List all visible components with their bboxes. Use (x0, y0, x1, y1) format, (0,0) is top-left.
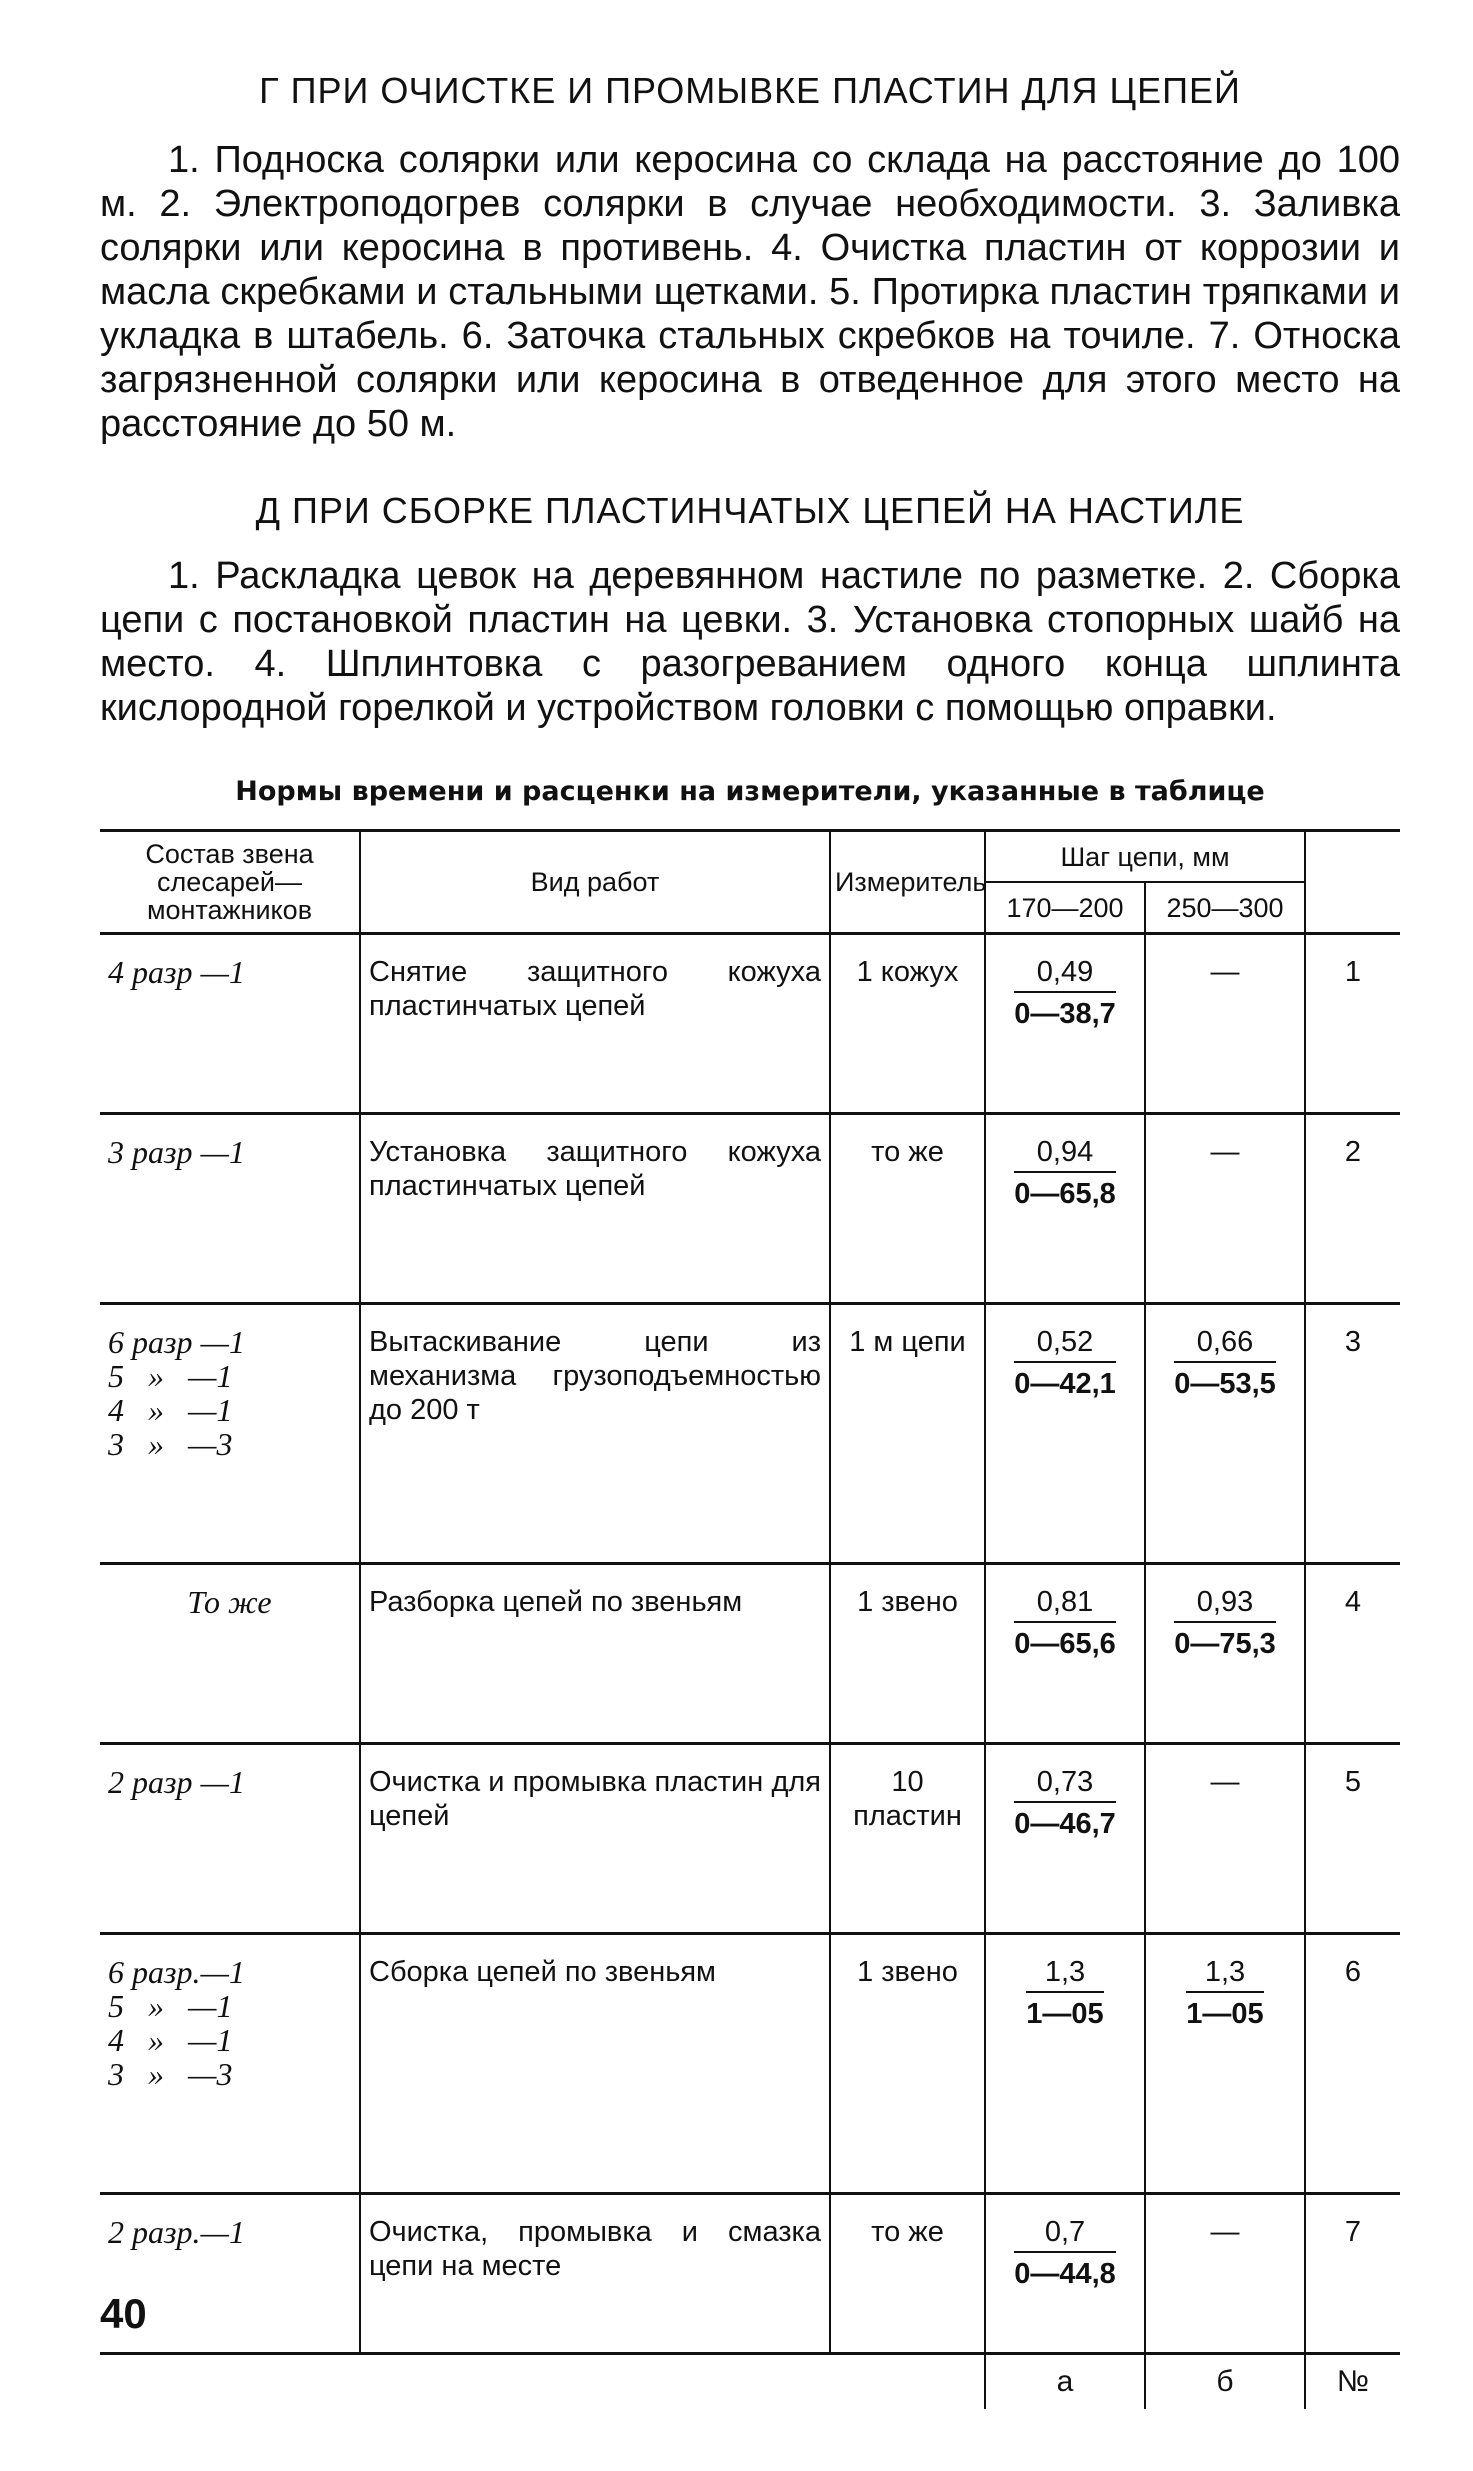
rate-fraction (1014, 1325, 1116, 1401)
pitch-a-cell (985, 1304, 1145, 1564)
section-d-text: 1. Раскладка цевок на деревянном настиле по разметке. 2. Сборка цепи с постановкой пластин на цевки. 3. Установка стопорных шайб на место. 4. Шплинтовка с разогреванием одного конца шплинта кислородной горелкой и устройством головки с помощью оправки. (100, 555, 1400, 729)
row-number: 2 (1305, 1114, 1400, 1304)
section-g-heading: Г ПРИ ОЧИСТКЕ И ПРОМЫВКЕ ПЛАСТИН ДЛЯ ЦЕПЕЙ (259, 70, 1241, 111)
crew-cell: 3 разр —1 (100, 1114, 360, 1304)
work-cell: Вытаскивание цепи из механизма грузоподъемностью до 200 т (360, 1304, 830, 1564)
measure-cell: 1 звено (830, 1564, 985, 1744)
work-cell: Очистка, промывка и смазка цепи на месте (360, 2194, 830, 2354)
table-row (100, 2194, 1400, 2354)
work-cell: Снятие защитного кожуха пластинчатых цепей (360, 934, 830, 1114)
price-rate: 0—53,5 (1174, 1368, 1276, 1400)
pitch-a-cell (985, 2194, 1145, 2354)
time-norm: 0,52 (1014, 1325, 1116, 1363)
time-norm: 0,49 (1014, 955, 1116, 993)
row-number: 4 (1305, 1564, 1400, 1744)
price-rate: 0—75,3 (1174, 1628, 1276, 1660)
price-rate: 1—05 (1186, 1998, 1264, 2030)
footer-num: № (1305, 2355, 1400, 2409)
measure-cell: 1 кожух (830, 934, 985, 1114)
table-row (100, 934, 1400, 1114)
table-row (100, 1304, 1400, 1564)
price-rate: 0—65,8 (1014, 1178, 1116, 1210)
measure-cell: 1 звено (830, 1934, 985, 2194)
rate-fraction (1014, 955, 1116, 1031)
work-cell: Разборка цепей по звеньям (360, 1564, 830, 1744)
pitch-b-cell (1145, 1304, 1305, 1564)
row-number: 5 (1305, 1744, 1400, 1934)
price-rate: 1—05 (1026, 1998, 1104, 2030)
time-norm: 0,93 (1174, 1585, 1276, 1623)
table-caption: Нормы времени и расценки на измерители, указанные в таблице (235, 776, 1265, 807)
table-row (100, 1564, 1400, 1744)
section-g-text: 1. Подноска солярки или керосина со склада на расстояние до 100 м. 2. Электроподогрев солярки в случае необходимости. 3. Заливка солярки или керосина в противень. 4. Очистка пластин от коррозии и масла скребками и стальными щетками. 5. Протирка пластин тряпками и укладка в штабель. 6. Заточка стальных скребков на точиле. 7. Относка загрязненной солярки или керосина в отведенное для этого место на расстояние до 50 м. (100, 139, 1400, 445)
work-cell: Установка защитного кожуха пластинчатых цепей (360, 1114, 830, 1304)
row-number: 3 (1305, 1304, 1400, 1564)
pitch-b-cell (1145, 1114, 1305, 1304)
pitch-a-cell (985, 1564, 1145, 1744)
measure-cell: то же (830, 1114, 985, 1304)
footer-blank (100, 2355, 985, 2409)
price-rate: 0—65,6 (1014, 1628, 1116, 1660)
time-norm: 0,94 (1014, 1135, 1116, 1173)
pitch-a-cell (985, 1114, 1145, 1304)
crew-cell: 2 разр.—1 (100, 2194, 360, 2354)
pitch-a-cell (985, 1934, 1145, 2194)
measure-cell: 1 м цепи (830, 1304, 985, 1564)
empty-dash: — (1210, 1766, 1240, 1798)
time-norm: 0,73 (1014, 1765, 1116, 1803)
header-measure: Измеритель (830, 831, 985, 934)
header-pitch-b: 250—300 (1145, 882, 1305, 934)
header-pitch: Шаг цепи, мм (985, 831, 1305, 883)
work-cell: Очистка и промывка пластин для цепей (360, 1744, 830, 1934)
header-pitch-a: 170—200 (985, 882, 1145, 934)
row-number: 7 (1305, 2194, 1400, 2354)
header-num (1305, 831, 1400, 934)
row-number: 6 (1305, 1934, 1400, 2194)
empty-dash: — (1210, 1136, 1240, 1168)
norms-table (100, 829, 1400, 2355)
footer-a: а (985, 2355, 1145, 2409)
price-rate: 0—38,7 (1014, 998, 1116, 1030)
table-row (100, 1744, 1400, 1934)
pitch-b-cell (1145, 1564, 1305, 1744)
rate-fraction (1014, 1135, 1116, 1211)
page-number: 40 (100, 2290, 147, 2337)
pitch-b-cell (1145, 2194, 1305, 2354)
table-footer (100, 2355, 1400, 2409)
rate-fraction (1186, 1955, 1263, 2031)
pitch-a-cell (985, 934, 1145, 1114)
crew-cell: То же (100, 1564, 360, 1744)
table-row (100, 1934, 1400, 2194)
crew-cell: 6 разр —1 5 » —1 4 » —1 3 » —3 (100, 1304, 360, 1564)
rate-fraction (1174, 1585, 1276, 1661)
rate-fraction (1026, 1955, 1103, 2031)
rate-fraction (1014, 1585, 1116, 1661)
measure-cell: то же (830, 2194, 985, 2354)
header-work: Вид работ (360, 831, 830, 934)
crew-cell: 6 разр.—1 5 » —1 4 » —1 3 » —3 (100, 1934, 360, 2194)
price-rate: 0—44,8 (1014, 2258, 1116, 2290)
rate-fraction (1014, 2215, 1116, 2291)
time-norm: 0,7 (1014, 2215, 1116, 2253)
header-crew: Состав звена слесарей— монтажников (100, 831, 360, 934)
footer-b: б (1145, 2355, 1305, 2409)
pitch-b-cell (1145, 1934, 1305, 2194)
pitch-b-cell (1145, 1744, 1305, 1934)
time-norm: 1,3 (1026, 1955, 1103, 1993)
page (100, 70, 1400, 2409)
table-row (100, 1114, 1400, 1304)
crew-cell: 4 разр —1 (100, 934, 360, 1114)
rate-fraction (1014, 1765, 1116, 1841)
work-cell: Сборка цепей по звеньям (360, 1934, 830, 2194)
empty-dash: — (1210, 956, 1240, 988)
pitch-b-cell (1145, 934, 1305, 1114)
pitch-a-cell (985, 1744, 1145, 1934)
crew-cell: 2 разр —1 (100, 1744, 360, 1934)
time-norm: 1,3 (1186, 1955, 1263, 1993)
time-norm: 0,81 (1014, 1585, 1116, 1623)
row-number: 1 (1305, 934, 1400, 1114)
rate-fraction (1174, 1325, 1276, 1401)
measure-cell: 10 пластин (830, 1744, 985, 1934)
price-rate: 0—42,1 (1014, 1368, 1116, 1400)
empty-dash: — (1210, 2216, 1240, 2248)
time-norm: 0,66 (1174, 1325, 1276, 1363)
section-d-heading: Д ПРИ СБОРКЕ ПЛАСТИНЧАТЫХ ЦЕПЕЙ НА НАСТИЛЕ (255, 490, 1245, 531)
price-rate: 0—46,7 (1014, 1808, 1116, 1840)
